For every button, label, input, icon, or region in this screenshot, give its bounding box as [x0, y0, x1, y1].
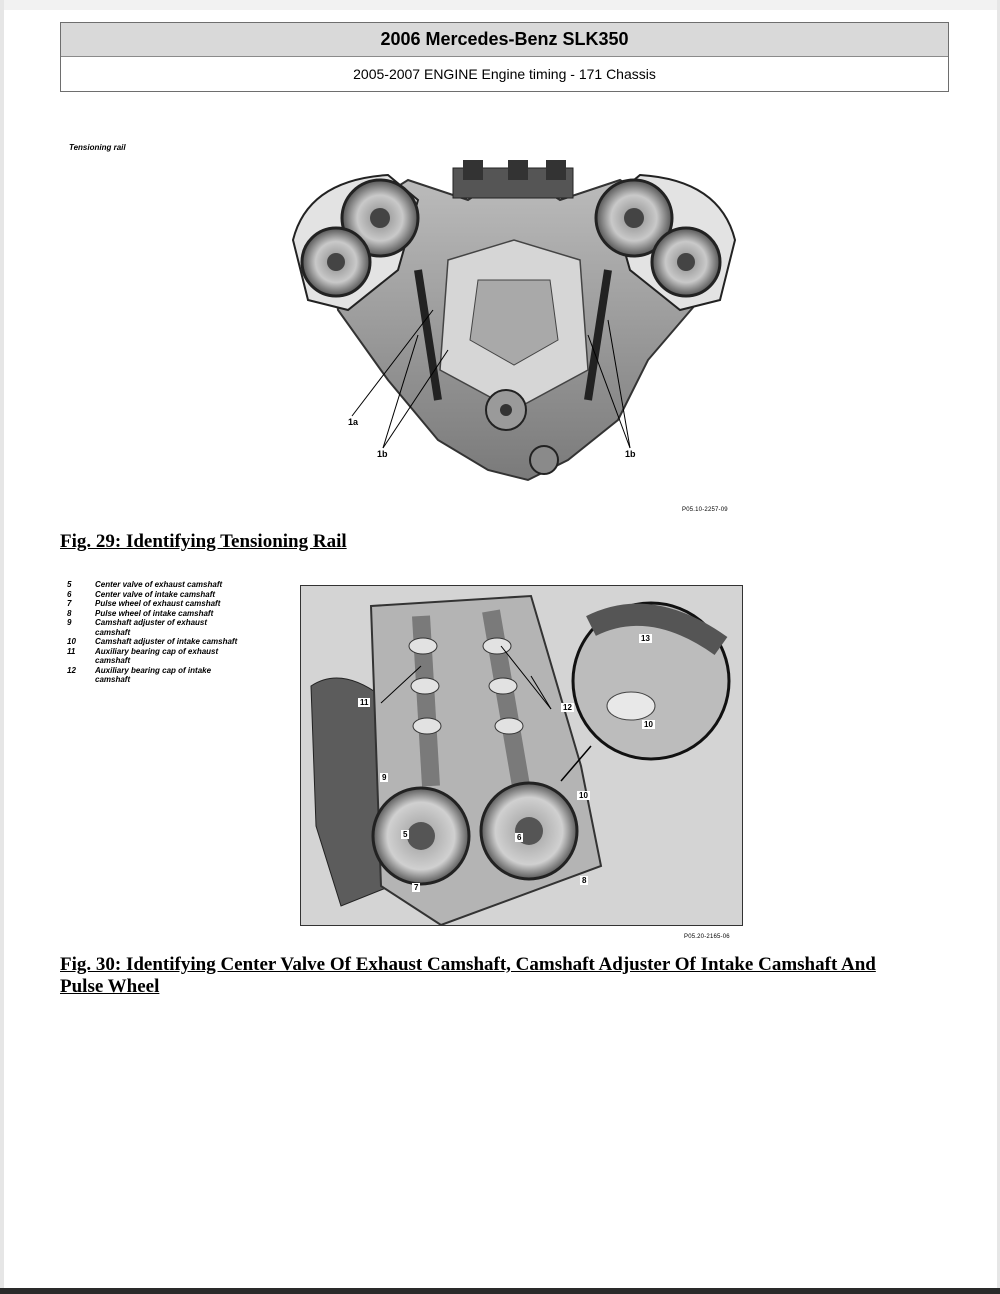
document-header — [60, 22, 949, 92]
legend-item: 6 Center valve of intake camshaft — [67, 589, 216, 599]
callout-8: 8 — [582, 876, 587, 885]
callout-1b-left: 1b — [377, 449, 388, 459]
figure-30-caption-line-2: Pulse Wheel — [60, 976, 160, 997]
legend-item: 8 Pulse wheel of intake camshaft — [67, 608, 214, 618]
page-edge-left — [0, 0, 4, 1294]
page-edge-top — [0, 0, 1000, 10]
figure-29-code: P05.10-2257-09 — [682, 507, 728, 513]
callout-9: 9 — [382, 773, 387, 782]
figure-29-caption: Fig. 29: Identifying Tensioning Rail — [60, 531, 347, 552]
figure-29-label: Tensioning rail — [69, 143, 126, 152]
callout-6: 6 — [517, 833, 522, 842]
page-edge-bottom — [0, 1288, 1000, 1294]
legend-item: 9 Camshaft adjuster of exhaust camshaft — [67, 618, 208, 637]
callout-10: 10 — [579, 791, 588, 800]
callout-11: 11 — [360, 698, 369, 707]
figure-30-code: P05.20-2165-06 — [684, 934, 730, 940]
camshaft-image — [301, 586, 742, 925]
document-subtitle: 2005-2007 ENGINE Engine timing - 171 Chassis — [353, 65, 656, 82]
figure-30-caption-line-1: Fig. 30: Identifying Center Valve Of Exhaust Camshaft, Camshaft Adjuster Of Intake Camshaft And — [60, 954, 876, 975]
legend-item: 10 Camshaft adjuster of intake camshaft — [67, 637, 238, 646]
callout-1a: 1a — [348, 417, 359, 427]
callout-12: 12 — [563, 703, 572, 712]
engine-front-image — [288, 160, 740, 485]
legend-item: 11 Auxiliary bearing cap of exhaust camshaft — [67, 646, 219, 665]
callout-5: 5 — [403, 830, 408, 839]
callout-10-zoom: 10 — [644, 720, 653, 729]
figure-29-engine-photo — [288, 160, 740, 485]
callout-1b-right: 1b — [625, 449, 636, 459]
callout-13: 13 — [641, 634, 650, 643]
figure-30-camshaft-photo — [300, 585, 743, 926]
document-title: 2006 Mercedes-Benz SLK350 — [61, 23, 948, 57]
callout-7: 7 — [414, 883, 419, 892]
figure-30-legend — [67, 580, 282, 685]
legend-item: 12 Auxiliary bearing cap of intake camshaft — [67, 665, 212, 684]
legend-item: 7 Pulse wheel of exhaust camshaft — [67, 599, 221, 608]
legend-item: 5 Center valve of exhaust camshaft — [67, 580, 223, 589]
